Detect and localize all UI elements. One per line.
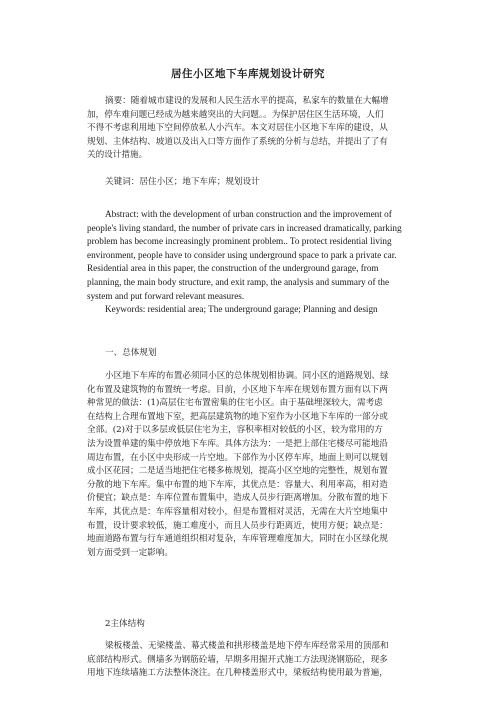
paper-title: 居住小区地下车库规划设计研究 <box>171 68 325 80</box>
abstract-en-line: Abstract: with the development of urban construction and the improvement of <box>105 209 392 219</box>
abstract-en-line: problem has become increasingly prominent problem.. To protect residential living <box>87 236 392 247</box>
section2-body <box>87 640 409 681</box>
abstract-cn <box>87 95 409 163</box>
body-line: 小区地下车库的布置必须同小区的总体规划相协调。同小区的道路规划、绿 <box>105 371 389 381</box>
body-line: 价便宜；缺点是：车库位置布置集中，造成人员步行距离增加。分散布置的地下 <box>87 493 388 504</box>
abstract-cn-line: 摘要：随着城市建设的发展和人民生活水平的提高，私家车的数量在大幅增 <box>105 96 389 106</box>
keywords-cn-line: 关键词：居住小区；地下车库；规划设计 <box>105 177 260 187</box>
body-line: 全部。(2)对于以多层或低层住宅为主，容积率相对较低的小区，较为常用的方 <box>87 425 383 436</box>
body-line: 底部结构形式。侧墙多为钢筋砼墙，早期多用掘开式施工方法现浇钢筋砼，现多 <box>87 654 388 665</box>
abstract-cn-line: 加，停车难问题已经成为越来越突出的大问题。。为保护居住区生活环境，人们 <box>87 109 384 120</box>
abstract-cn-line: 不得不考虑利用地下空间停放私人小汽车。本文对居住小区地下车库的建设，从 <box>87 123 388 134</box>
body-line: 在结构上合理布置地下室，把高层建筑物的地下室作为小区地下车库的一部分或 <box>87 411 388 422</box>
abstract-cn-line: 规划、主体结构、坡道以及出入口等方面作了系统的分析与总结，并提出了了有 <box>87 136 388 147</box>
body-line: 成小区花园；二是适当地把住宅楼多栋规划，提高小区空地的完整性，规划布置 <box>87 466 388 477</box>
abstract-en-line: people's living standard, the number of private cars in increased dramatically, parking <box>87 222 402 233</box>
body-line: 地面道路布置与行车通道组织相对复杂，车库管理难度加大，同时在小区绿化规 <box>87 534 388 545</box>
body-line: 布置，设计要求较低，施工难度小，而且人员步行距离近，使用方便；缺点是： <box>87 520 388 531</box>
abstract-en-line: Residential area in this paper, the construction of the underground garage, from <box>87 263 379 274</box>
body-line: 划方面受到一定影响。 <box>87 547 173 558</box>
body-line: 种常见的做法：(1)高层住宅布置密集的住宅小区。由于基础埋深较大，需考虑 <box>87 398 383 409</box>
body-line: 分散的地下车库。集中布置的地下车库，其优点是：容量大、利用率高，相对造 <box>87 479 388 490</box>
section1-body <box>87 370 409 560</box>
keywords-cn <box>87 176 409 190</box>
section-heading: 一、总体规划 <box>105 348 157 358</box>
section-heading: 2主体结构 <box>105 619 145 629</box>
body-line: 用地下连续墙施工方法整体浇注。在几种楼盖形式中，梁板结构使用最为普遍， <box>87 668 388 679</box>
abstract-en-line: system and put forward relevant measures. <box>87 290 245 301</box>
body-line: 法为设置单建的集中停放地下车库。具体方法为：一是把上部住宅楼尽可能地沿 <box>87 438 388 449</box>
abstract-cn-line: 关的设计措施。 <box>87 150 148 161</box>
body-line: 车库，其优点是：车库容量相对较小，但是布置相对灵活，无需在大片空地集中 <box>87 506 388 517</box>
body-line: 周边布置，在小区中央形成一片空地。下部作为小区停车库，地面上则可以规划 <box>87 452 388 463</box>
abstract-en-line: planning, the main body structure, and exit ramp, the analysis and summary of the <box>87 276 390 287</box>
keywords-en-line: Keywords: residential area; The underground garage; Planning and design <box>105 304 378 314</box>
body-line: 化布置及建筑物的布置统一考虑。目前，小区地下车库在规划布置方面有以下两 <box>87 384 388 395</box>
body-line: 梁板楼盖、无梁楼盖、幕式楼盖和拱形楼盖是地下停车库经常采用的顶部和 <box>105 641 389 651</box>
keywords-en <box>87 303 409 317</box>
abstract-en-line: environment, people have to consider using underground space to park a private car. <box>87 249 397 260</box>
abstract-en <box>87 208 409 303</box>
